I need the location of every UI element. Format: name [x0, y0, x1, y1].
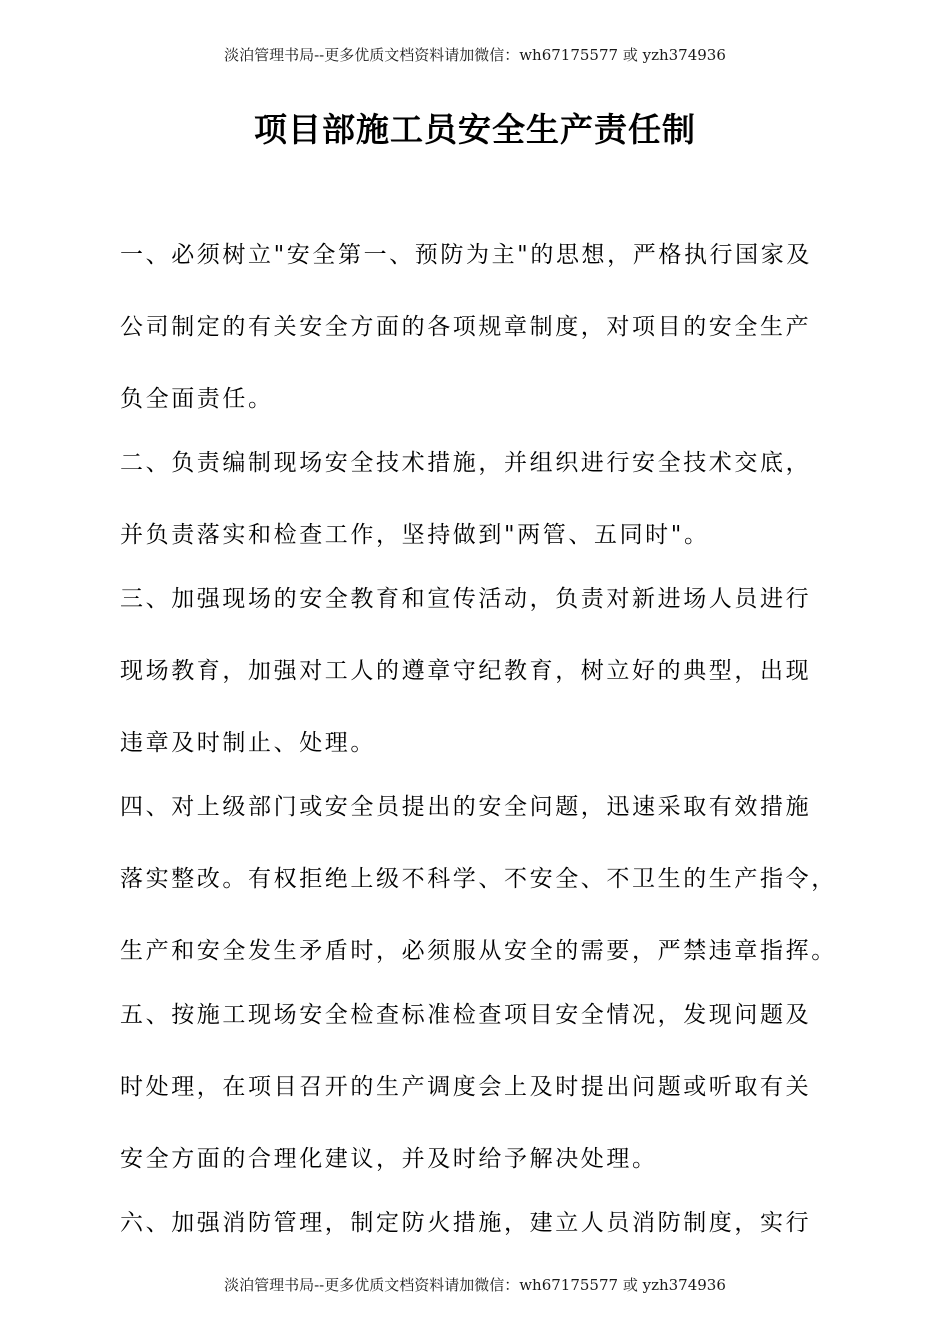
body-line: 生产和安全发生矛盾时，必须服从安全的需要，严禁违章指挥。	[120, 938, 837, 964]
page-footer: 淡泊管理书局--更多优质文档资料请加微信：wh67175577 或 yzh374936	[224, 1276, 726, 1294]
body-line: 六、加强消防管理，制定防火措施，建立人员消防制度，实行	[120, 1210, 812, 1236]
body-line: 违章及时制止、处理。	[120, 730, 376, 756]
body-line: 安全方面的合理化建议，并及时给予解决处理。	[120, 1146, 658, 1172]
body-line: 四、对上级部门或安全员提出的安全问题，迅速采取有效措施	[120, 794, 812, 820]
document-title: 项目部施工员安全生产责任制	[254, 110, 696, 149]
body-line: 一、必须树立"安全第一、预防为主"的思想，严格执行国家及	[120, 242, 812, 268]
body-line: 二、负责编制现场安全技术措施，并组织进行安全技术交底，	[120, 450, 812, 476]
body-line: 五、按施工现场安全检查标准检查项目安全情况，发现问题及	[120, 1002, 812, 1028]
body-line: 现场教育，加强对工人的遵章守纪教育，树立好的典型，出现	[120, 658, 812, 684]
body-line: 时处理，在项目召开的生产调度会上及时提出问题或听取有关	[120, 1074, 812, 1100]
body-line: 负全面责任。	[120, 386, 274, 412]
body-line: 三、加强现场的安全教育和宣传活动，负责对新进场人员进行	[120, 586, 812, 612]
document-body	[120, 232, 840, 1272]
body-line: 并负责落实和检查工作，坚持做到"两管、五同时"。	[120, 522, 710, 548]
page-header: 淡泊管理书局--更多优质文档资料请加微信：wh67175577 或 yzh374936	[224, 46, 726, 64]
body-line: 落实整改。有权拒绝上级不科学、不安全、不卫生的生产指令，	[120, 866, 837, 892]
body-line: 公司制定的有关安全方面的各项规章制度，对项目的安全生产	[120, 314, 812, 340]
